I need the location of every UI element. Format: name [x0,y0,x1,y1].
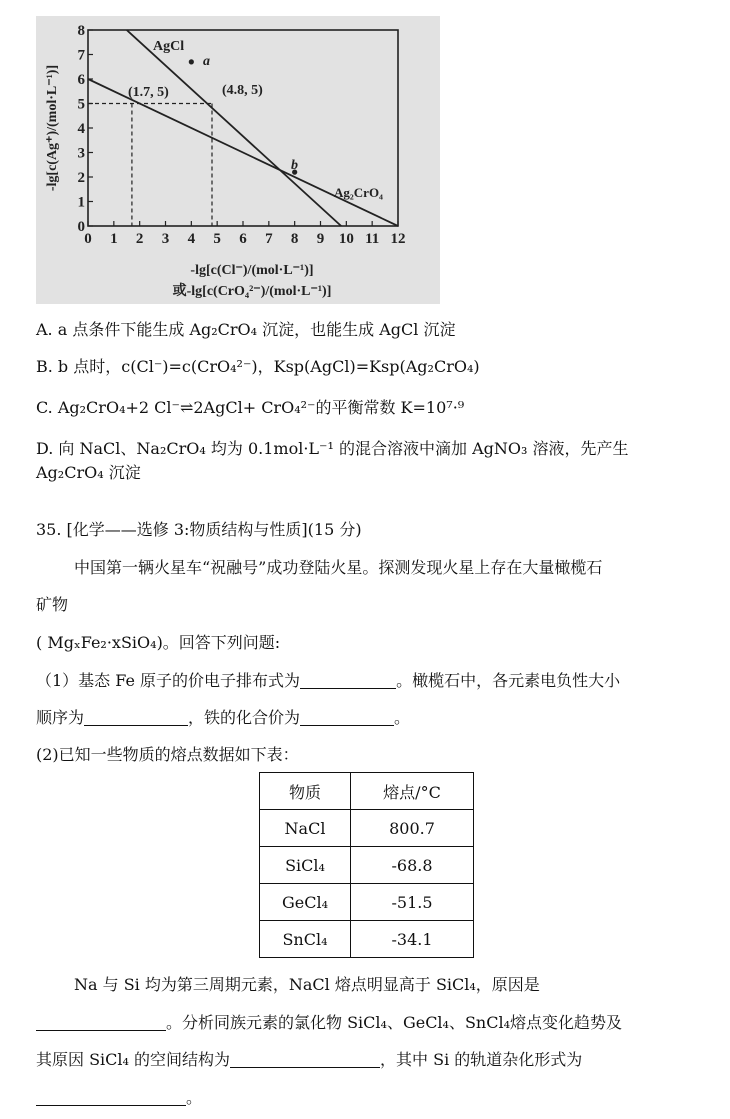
table-cell: -68.8 [351,847,474,884]
question-35-title: 35. [化学——选修 3:物质结构与性质](15 分) [36,520,362,539]
part2-intro: (2)已知一些物质的熔点数据如下表： [36,745,299,764]
x-tick-label: 4 [187,231,196,247]
blank-fe-config[interactable] [300,672,396,689]
x-tick-label: 8 [290,231,299,247]
table-row [260,810,474,847]
table-cell: 800.7 [351,810,474,847]
option-a: A. a 点条件下能生成 Ag₂CrO₄ 沉淀，也能生成 AgCl 沉淀 [36,320,456,339]
blank-hybridization[interactable] [36,1089,186,1106]
melting-point-table [259,772,474,958]
option-d-line2: Ag₂CrO₄ 沉淀 [36,463,141,482]
part1-line1 [36,670,620,692]
x-tick-label: 0 [84,231,92,247]
y-tick-label: 6 [77,72,85,88]
x-tick-label: 6 [239,231,247,247]
y-tick-label: 3 [77,145,85,162]
x-tick-label: 7 [265,231,273,247]
ag2cro4-label: Ag₂CrO₄ [334,185,383,200]
x-tick-label: 5 [213,231,221,247]
y-tick-label: 8 [77,23,85,39]
part1-line2 [36,707,410,729]
part1-text-c: 顺序为 [36,708,85,727]
point-a-label: a [203,54,210,69]
blank-electronegativity[interactable] [84,709,188,726]
table-cell: NaCl [260,810,351,847]
intro-line1: 中国第一辆火星车“祝融号”成功登陆火星。探测发现火星上存在大量橄榄石 [74,558,603,577]
part1-text-d: ，铁的化合价为 [188,708,301,727]
part1-text-e: 。 [394,708,411,727]
table-cell: SnCl₄ [260,921,351,958]
part3-line2 [36,1012,622,1034]
part3-text-b: 。分析同族元素的氯化物 SiCl₄、GeCl₄、SnCl₄熔点变化趋势及 [166,1013,623,1032]
part3-text-e: 。 [186,1088,203,1107]
part3-line3 [36,1049,582,1071]
option-d-line1: D. 向 NaCl、Na₂CrO₄ 均为 0.1mol·L⁻¹ 的混合溶液中滴加 AgNO₃ 溶液，先产生 [36,439,629,458]
annotation-4-8: (4.8, 5) [222,83,263,98]
y-axis-label: -lg[c(Ag⁺)/(mol·L⁻¹)] [45,64,60,192]
blank-structure[interactable] [230,1051,380,1068]
x-tick-label: 2 [135,231,144,247]
y-tick-label: 0 [77,219,85,235]
intro-line2: 矿物 [36,595,69,614]
table-cell: SiCl₄ [260,847,351,884]
table-cell: -34.1 [351,921,474,958]
y-tick-label: 4 [77,121,85,137]
option-c: C. Ag₂CrO₄+2 Cl⁻⇌2AgCl+ CrO₄²⁻的平衡常数 K=10⁷·⁹ [36,398,465,417]
annotation-1-7: (1.7, 5) [128,85,169,100]
part3-line1: Na 与 Si 均为第三周期元素，NaCl 熔点明显高于 SiCl₄，原因是 [74,975,540,994]
part3-text-c: 其原因 SiCl₄ 的空间结构为 [36,1050,231,1069]
point-b-label: b [291,158,298,173]
table-cell: GeCl₄ [260,884,351,921]
ksp-graph [36,16,440,304]
x-tick-label: 9 [316,231,325,247]
table-cell: -51.5 [351,884,474,921]
point-a [189,59,194,64]
table-row [260,847,474,884]
y-tick-label: 7 [77,47,85,64]
part1-text-a: （1）基态 Fe 原子的价电子排布式为 [36,671,301,690]
part3-text-d: ，其中 Si 的轨道杂化形式为 [380,1050,583,1069]
option-b: B. b 点时，c(Cl⁻)=c(CrO₄²⁻)，Ksp(AgCl)=Ksp(Ag₂CrO₄) [36,357,480,376]
table-row [260,884,474,921]
x-axis-label-1: -lg[c(Cl⁻)/(mol·L⁻¹)] [190,263,314,278]
intro-line3: ( MgₓFe₂·xSiO₄)。回答下列问题: [36,633,281,652]
part1-text-b: 。橄榄石中，各元素电负性大小 [396,671,621,690]
y-tick-label: 2 [77,170,85,186]
table-header: 物质 [260,773,351,810]
table-header-row [260,773,474,810]
y-tick-label: 5 [77,96,85,113]
x-tick-label: 12 [390,231,406,247]
table-row [260,921,474,958]
blank-fe-valence[interactable] [300,709,394,726]
x-tick-label: 10 [338,231,354,247]
x-tick-label: 11 [365,231,380,247]
agcl-label: AgCl [153,39,185,54]
blank-reason[interactable] [36,1014,166,1031]
x-axis-label-2: 或-lg[c(CrO₄²⁻)/(mol·L⁻¹)] [172,284,332,299]
y-tick-label: 1 [77,194,85,211]
x-tick-label: 3 [161,231,170,247]
part3-line4 [36,1087,202,1109]
x-tick-label: 1 [110,231,118,247]
table-header: 熔点/°C [351,773,474,810]
